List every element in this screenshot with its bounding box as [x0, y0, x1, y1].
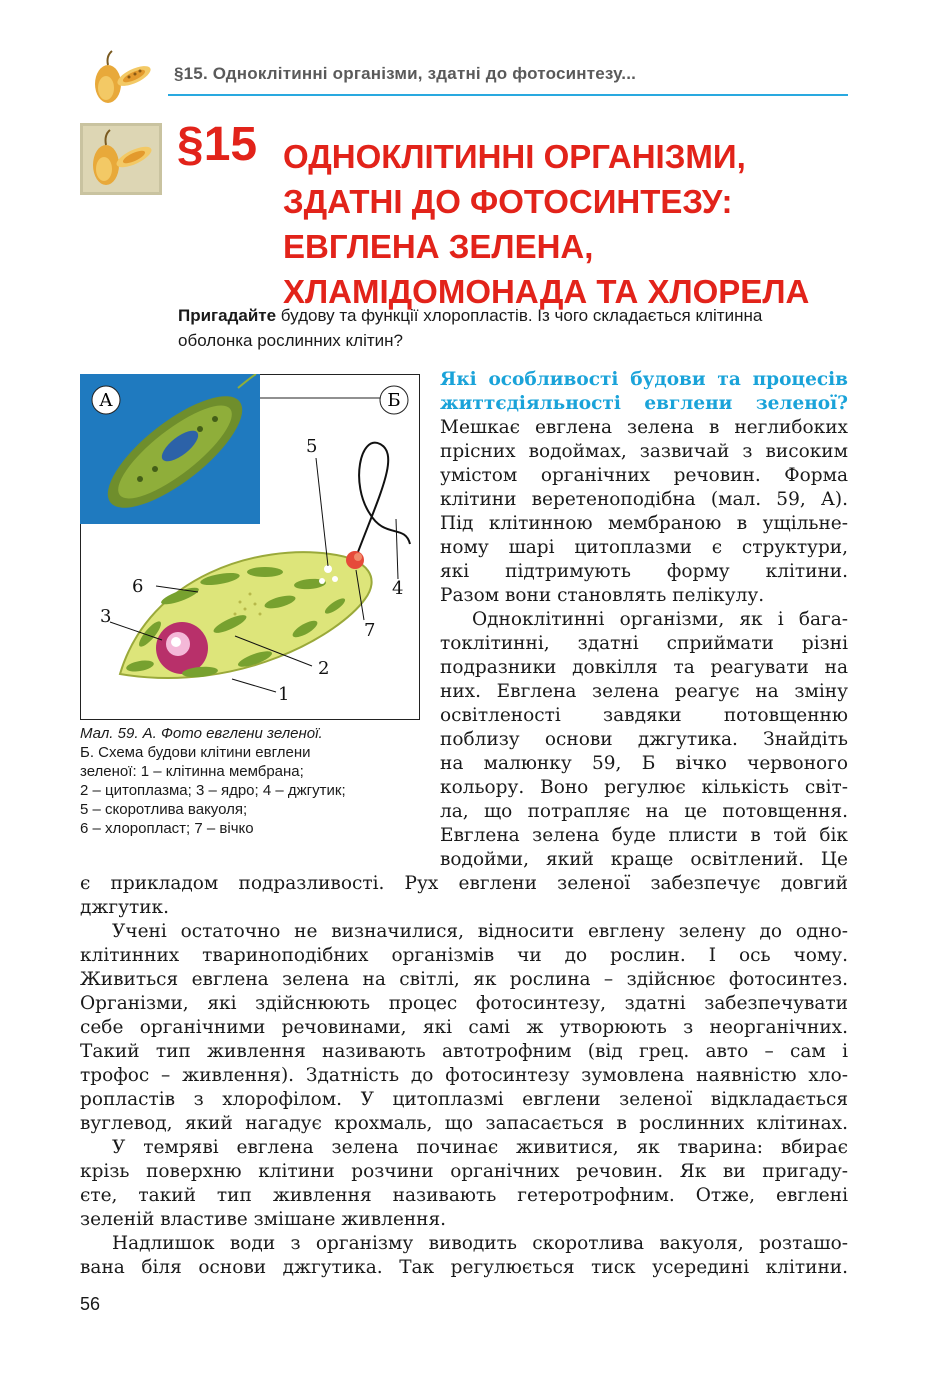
header-chapter-icon: [86, 48, 156, 108]
figure-label-b: Б: [387, 390, 401, 411]
question-heading: життєдіяльності евглени зеленої?: [440, 393, 848, 414]
section-title-line: ЕВГЛЕНА ЗЕЛЕНА,: [283, 228, 594, 265]
body-line: клітинних твариноподібних організмів чи до рослин. І ось чому.: [80, 945, 848, 966]
body-line: Такий тип живлення називають автотрофним (від грец. авто – сам і: [80, 1041, 848, 1062]
body-line: Евглена зелена буде плисти в той бік: [440, 825, 848, 846]
figure-label-a: А: [99, 390, 113, 411]
body-line: подразники довкілля та реагувати на: [440, 657, 848, 678]
section-title: [283, 134, 809, 314]
body-line: освітленості завдяки потовщенню: [440, 705, 848, 726]
body-line: ропластів з хлорофілом. У цитоплазмі евглени зеленої відкладається: [80, 1089, 848, 1110]
figure-euglena: [80, 374, 420, 720]
figure-caption-line: зеленої: 1 – клітинна мембрана;: [80, 763, 304, 780]
figure-number: 6: [132, 576, 144, 597]
body-line: ному шарі цитоплазми є структури,: [440, 537, 848, 558]
body-line: Під клітинною мембраною в ущільне-: [440, 513, 848, 534]
body-line: умістом органічних речовин. Форма: [440, 465, 848, 486]
recall-text: будову та функції хлоропластів. Із чого складається клітинна: [276, 306, 763, 325]
body-line: є прикладом подразливості. Рух евглени зеленої забезпечує довгий: [80, 873, 848, 894]
figure-number: 4: [392, 578, 404, 599]
body-line: на малюнку 59, Б вічко червоного: [440, 753, 848, 774]
figure-caption-line: 5 – скоротлива вакуоля;: [80, 801, 248, 818]
body-line: У темряві евглена зелена починає живитися, як тварина: вбирає: [112, 1137, 848, 1158]
body-line: поблизу основи джгутика. Знайдіть: [440, 729, 848, 750]
body-line: зеленій властиве змішане живлення.: [80, 1209, 447, 1230]
section-title-line: ЗДАТНІ ДО ФОТОСИНТЕЗУ:: [283, 183, 733, 220]
body-line: Учені остаточно не визначилися, відносити евглену зелену до одно-: [112, 921, 848, 942]
body-line: клітини веретеноподібна (мал. 59, А).: [440, 489, 848, 510]
recall-keyword: Пригадайте: [178, 306, 277, 325]
header-rule: [168, 94, 848, 96]
figure-caption-line: Б. Схема будови клітини евглени: [80, 744, 311, 761]
body-line: водойми, який краще освітлений. Це: [440, 849, 848, 870]
figure-number: 7: [364, 620, 376, 641]
body-line: Мешкає евглена зелена в неглибоких: [440, 417, 848, 438]
section-number: §15: [177, 118, 258, 171]
body-line: крізь поверхню клітини розчини органічних речовин. Як ви пригаду-: [80, 1161, 848, 1182]
body-line: токлітинні, здатні сприймати різні: [440, 633, 848, 654]
body-line: трофос – живлення). Здатність до фотосинтезу зумовлена наявністю хло-: [80, 1065, 848, 1086]
figure-caption-line: 2 – цитоплазма; 3 – ядро; 4 – джгутик;: [80, 782, 346, 799]
recall-prompt: [178, 303, 850, 353]
body-line: себе органічними речовинами, які самі ж утворюють з неорганічних.: [80, 1017, 848, 1038]
recall-text: оболонка рослинних клітин?: [178, 331, 403, 350]
figure-number: 3: [100, 606, 112, 627]
body-line: Живиться евглена зелена на світлі, як рослина – здійснює фотосинтез.: [80, 969, 848, 990]
body-line: Одноклітинні організми, як і бага-: [472, 609, 848, 630]
page-number: 56: [80, 1294, 101, 1314]
figure-number: 2: [318, 658, 330, 679]
question-heading: Які особливості будови та процесів: [440, 369, 848, 390]
body-line: які підтримують форму клітини.: [440, 561, 848, 582]
section-title-line: ХЛАМІДОМОНАДА ТА ХЛОРЕЛА: [283, 273, 810, 310]
body-line: Надлишок води з організму виводить скоротлива вакуоля, розташо-: [112, 1233, 848, 1254]
body-line: єте, такий тип живлення називають гетеротрофним. Отже, евглені: [80, 1185, 848, 1206]
figure-number: 5: [306, 436, 318, 457]
section-title-line: ОДНОКЛІТИННІ ОРГАНІЗМИ,: [283, 138, 746, 175]
body-line: них. Евглена зелена реагує на зміну: [440, 681, 848, 702]
body-line: прісних водоймах, зазвичай з високим: [440, 441, 848, 462]
body-line: джгутик.: [80, 897, 169, 918]
figure-caption-line: Мал. 59. А. Фото евглени зеленої.: [80, 725, 323, 742]
figure-caption: [80, 724, 420, 838]
body-line: ла, що потрапляє на це потовщення.: [440, 801, 848, 822]
body-line: Організми, які здійснюють процес фотосинтезу, здатні забезпечувати: [80, 993, 848, 1014]
body-line: Разом вони становлять пелікулу.: [440, 585, 765, 606]
body-line: вана біля основи джгутика. Так регулюється тиск усередині клітини.: [80, 1257, 848, 1278]
figure-number: 1: [278, 684, 290, 705]
body-line: вуглевод, який нагадує крохмаль, що запасається в рослинних клітинах.: [80, 1113, 848, 1134]
body-line: кольору. Воно регулює кількість світ-: [440, 777, 848, 798]
figure-caption-line: 6 – хлоропласт; 7 – вічко: [80, 820, 254, 837]
section-icon: [80, 123, 162, 195]
running-header-title: §15. Одноклітинні організми, здатні до фотосинтезу...: [174, 64, 637, 83]
